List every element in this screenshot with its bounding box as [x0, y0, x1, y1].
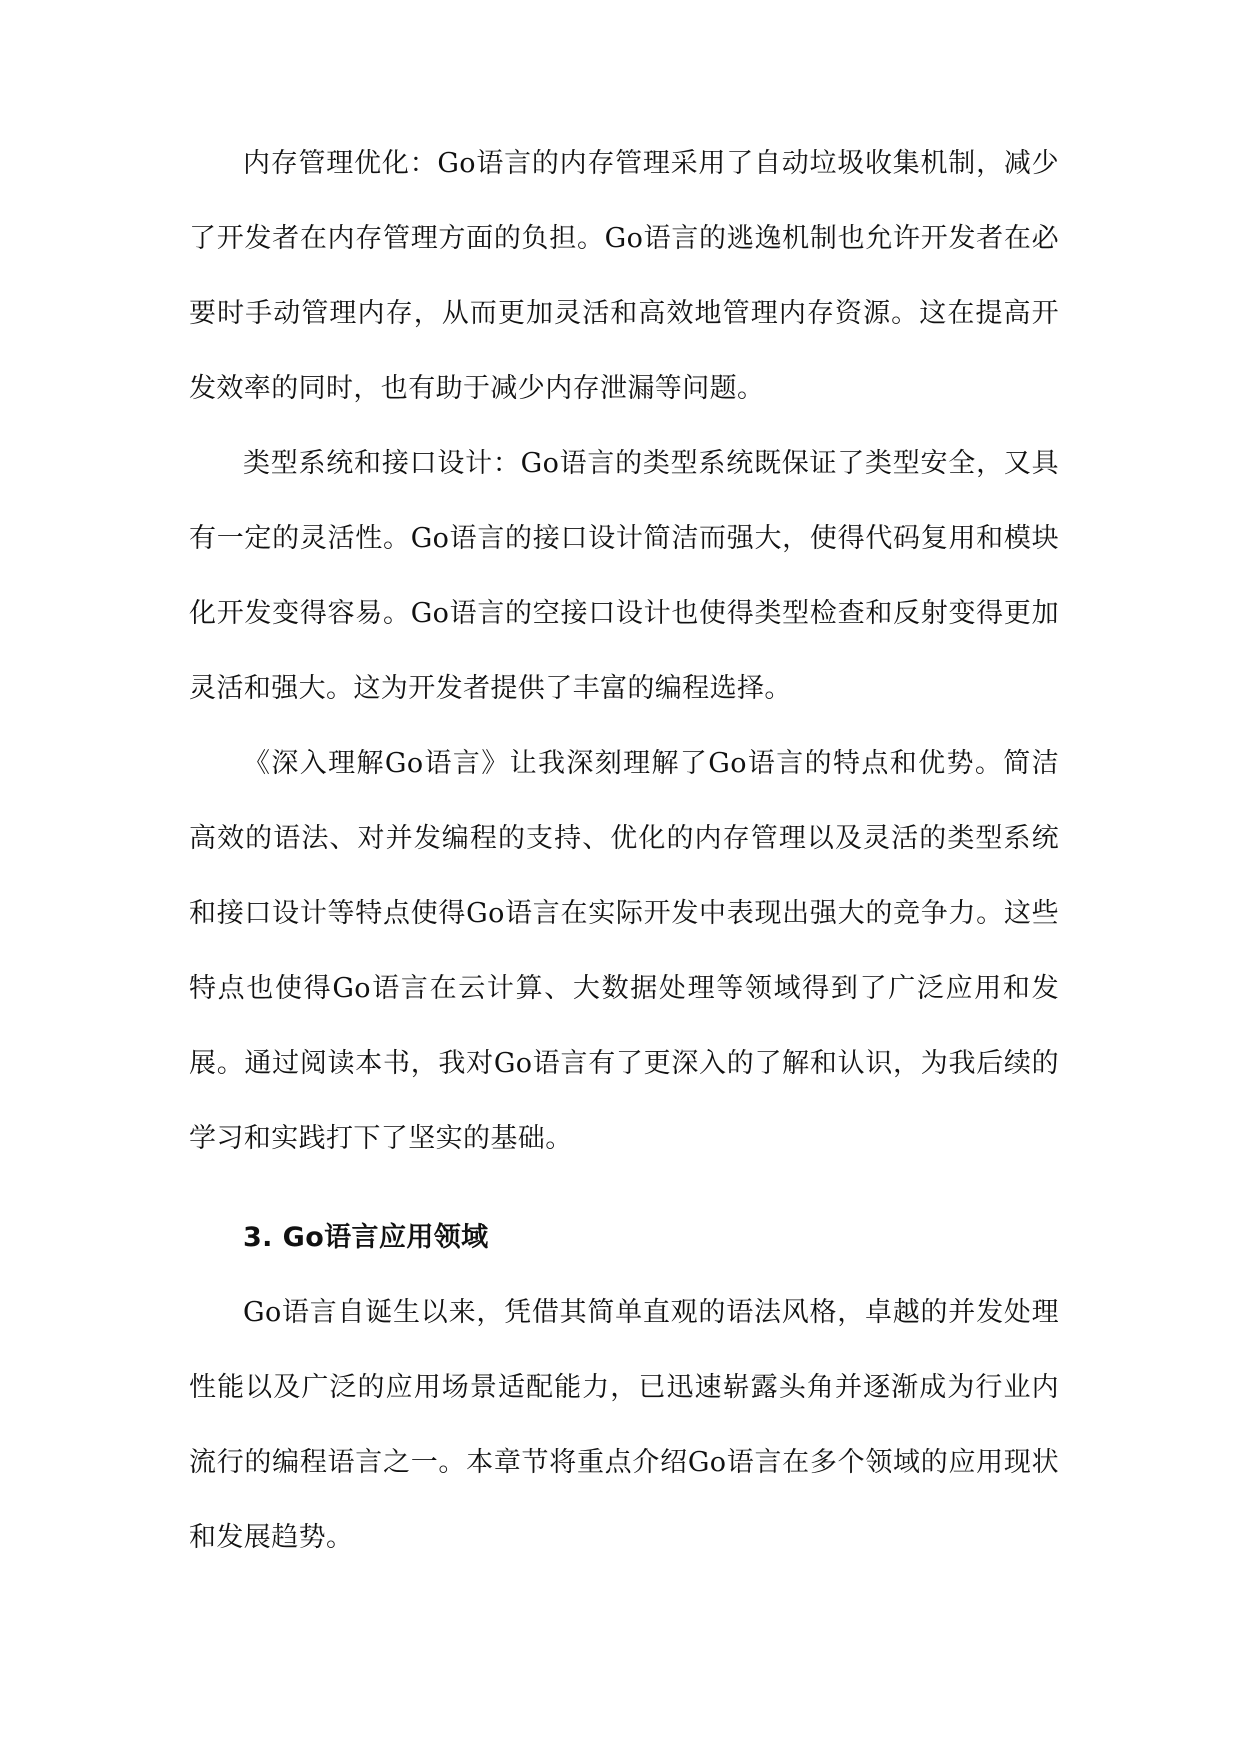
document-page: [189, 126, 1059, 1575]
section-heading: 3. Go语言应用领域: [243, 1222, 489, 1253]
paragraph-memory-management: 内存管理优化：Go语言的内存管理采用了自动垃圾收集机制，减少了开发者在内存管理方面的负担。Go语言的逃逸机制也允许开发者在必要时手动管理内存，从而更加灵活和高效地管理内存资源。这在提高开发效率的同时，也有助于减少内存泄漏等问题。: [189, 148, 1059, 404]
section-spacer: [189, 1176, 1059, 1200]
paragraph-application-intro: Go语言自诞生以来，凭借其简单直观的语法风格，卓越的并发处理性能以及广泛的应用场景适配能力，已迅速崭露头角并逐渐成为行业内流行的编程语言之一。本章节将重点介绍Go语言在多个领域的应用现状和发展趋势。: [189, 1297, 1059, 1553]
paragraph-type-system: 类型系统和接口设计：Go语言的类型系统既保证了类型安全，又具有一定的灵活性。Go语言的接口设计简洁而强大，使得代码复用和模块化开发变得容易。Go语言的空接口设计也使得类型检查和反射变得更加灵活和强大。这为开发者提供了丰富的编程选择。: [189, 448, 1059, 704]
paragraph-book-summary: 《深入理解Go语言》让我深刻理解了Go语言的特点和优势。简洁高效的语法、对并发编程的支持、优化的内存管理以及灵活的类型系统和接口设计等特点使得Go语言在实际开发中表现出强大的竞争力。这些特点也使得Go语言在云计算、大数据处理等领域得到了广泛应用和发展。通过阅读本书，我对Go语言有了更深入的了解和认识，为我后续的学习和实践打下了坚实的基础。: [189, 748, 1059, 1154]
